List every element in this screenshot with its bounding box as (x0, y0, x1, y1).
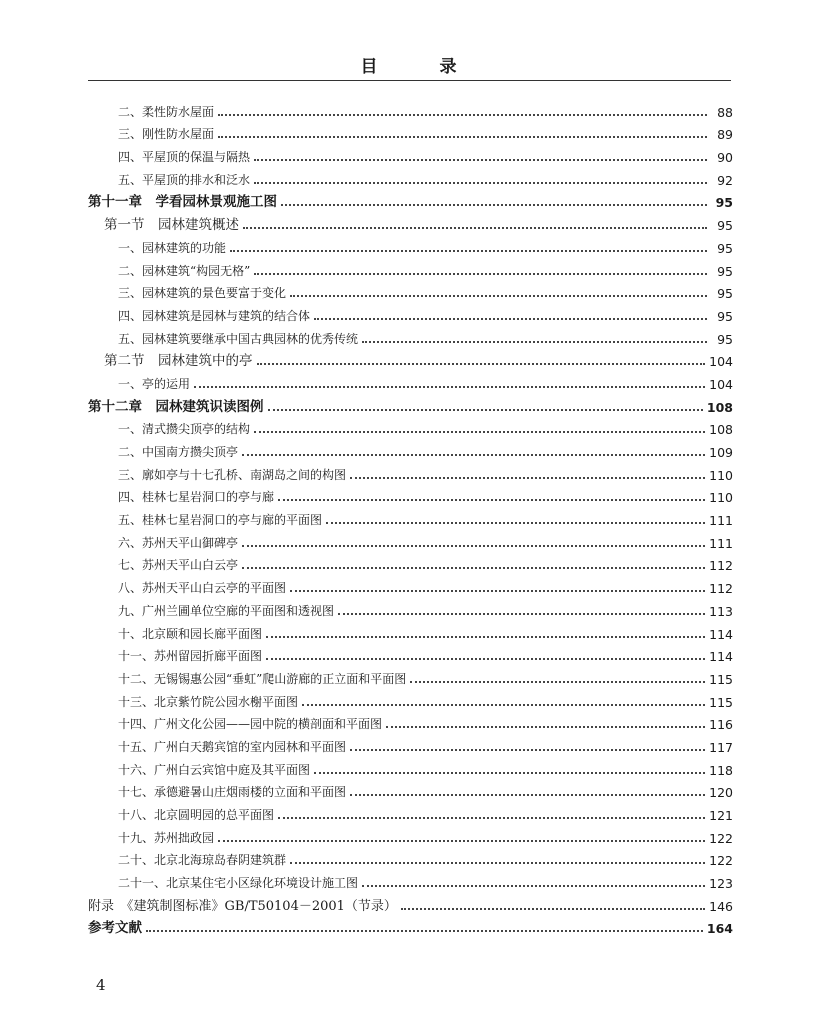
toc-entry-page: 115 (709, 694, 733, 710)
dot-leader (266, 658, 705, 660)
toc-entry-item[interactable] (88, 437, 733, 460)
toc-entry-item[interactable] (88, 233, 733, 256)
toc-entry-page: 117 (709, 739, 733, 755)
toc-entry-title: 五、园林建筑要继承中国古典园林的优秀传统 (118, 331, 359, 346)
dot-leader (254, 182, 707, 184)
toc-entry-title: 十四、广州文化公园——园中院的横剖面和平面图 (118, 717, 383, 732)
toc-entry-title: 第十二章 园林建筑识读图例 (88, 398, 264, 415)
toc-entry-chapter[interactable] (88, 392, 733, 415)
toc-entry-page: 113 (709, 603, 733, 619)
toc-entry-title: 三、园林建筑的景色要富于变化 (118, 286, 287, 301)
toc-entry-item[interactable] (88, 301, 733, 324)
toc-entry-title: 二十、北京北海琼岛春阴建筑群 (118, 853, 287, 868)
toc-entry-title: 一、亭的运用 (118, 376, 191, 391)
toc-entry-page: 90 (717, 150, 733, 166)
dot-leader (401, 908, 705, 910)
toc-entry-title: 附录 《建筑制图标准》GB/T50104－2001（节录） (88, 898, 397, 914)
toc-entry-title: 八、苏州天平山白云亭的平面图 (118, 581, 287, 596)
toc-entry-page: 88 (717, 104, 733, 120)
dot-leader (362, 341, 707, 343)
toc-entry-page: 114 (709, 626, 733, 642)
toc-entry-title: 一、清式攒尖顶亭的结构 (118, 422, 251, 437)
header-rule (88, 80, 731, 81)
table-of-contents (88, 97, 733, 936)
toc-entry-page: 110 (709, 467, 733, 483)
dot-leader (290, 590, 705, 592)
toc-entry-title: 十七、承德避暑山庄烟雨楼的立面和平面图 (118, 785, 347, 800)
dot-leader (410, 681, 705, 683)
toc-entry-section[interactable] (88, 347, 733, 370)
toc-entry-title: 第二节 园林建筑中的亭 (104, 353, 253, 370)
toc-entry-page: 111 (709, 535, 733, 551)
toc-entry-item[interactable] (88, 664, 733, 687)
toc-entry-title: 十八、北京圆明园的总平面图 (118, 808, 275, 822)
toc-entry-item[interactable] (88, 551, 733, 574)
toc-entry-item[interactable] (88, 120, 733, 143)
toc-entry-title: 三、廓如亭与十七孔桥、南湖岛之间的构图 (118, 467, 347, 482)
toc-entry-page: 95 (717, 286, 733, 302)
toc-entry-title: 四、园林建筑是园林与建筑的结合体 (118, 308, 311, 323)
dot-leader (326, 522, 705, 524)
toc-entry-item[interactable] (88, 642, 733, 665)
toc-entry-title: 十九、苏州拙政园 (118, 830, 215, 845)
dot-leader (242, 454, 705, 456)
toc-entry-title: 二、中国南方攒尖顶亭 (118, 445, 239, 459)
dot-leader (362, 885, 705, 887)
toc-entry-item[interactable] (88, 415, 733, 438)
toc-entry-page: 109 (709, 445, 733, 460)
toc-entry-item[interactable] (88, 778, 733, 801)
toc-entry-page: 95 (717, 331, 733, 347)
toc-entry-title: 七、苏州天平山白云亭 (118, 558, 239, 573)
dot-leader (290, 862, 705, 864)
toc-entry-chapter[interactable] (88, 188, 733, 211)
toc-entry-title: 第一节 园林建筑概述 (104, 217, 239, 234)
toc-entry-item[interactable] (88, 868, 733, 891)
toc-entry-page: 95 (717, 308, 733, 324)
dot-leader (254, 431, 705, 433)
toc-entry-title: 九、广州兰圃单位空廊的平面图和透视图 (118, 603, 335, 618)
toc-entry-title: 二十一、北京某住宅小区绿化环境设计施工图 (118, 876, 359, 891)
dot-leader (254, 159, 707, 161)
toc-entry-item[interactable] (88, 687, 733, 710)
toc-entry-page: 104 (709, 354, 733, 370)
toc-entry-item[interactable] (88, 528, 733, 551)
toc-entry-item[interactable] (88, 460, 733, 483)
toc-entry-title: 五、桂林七星岩洞口的亭与廊的平面图 (118, 513, 323, 528)
toc-entry-page: 108 (706, 399, 733, 415)
toc-entry-page: 122 (709, 830, 733, 846)
toc-entry-item[interactable] (88, 596, 733, 619)
toc-entry-page: 146 (709, 898, 733, 914)
toc-entry-item[interactable] (88, 732, 733, 755)
toc-entry-item[interactable] (88, 619, 733, 642)
toc-entry-page: 123 (709, 876, 733, 892)
dot-leader (350, 794, 705, 796)
dot-leader (314, 318, 707, 320)
toc-entry-page: 92 (717, 172, 733, 188)
toc-entry-page: 116 (709, 717, 733, 733)
toc-entry-page: 164 (706, 921, 733, 937)
toc-entry-item[interactable] (88, 369, 733, 392)
toc-entry-title: 一、园林建筑的功能 (118, 240, 227, 255)
toc-entry-item[interactable] (88, 823, 733, 846)
dot-leader (218, 840, 705, 842)
dot-leader (302, 704, 705, 706)
toc-entry-page: 111 (709, 513, 733, 529)
dot-leader (266, 636, 705, 638)
dot-leader (350, 749, 705, 751)
dot-leader (218, 114, 707, 116)
toc-entry-item[interactable] (88, 256, 733, 279)
toc-entry-item[interactable] (88, 800, 733, 823)
toc-entry-title: 十五、广州白天鹅宾馆的室内园林和平面图 (118, 739, 347, 754)
toc-entry-title: 十六、广州白云宾馆中庭及其平面图 (118, 762, 311, 777)
dot-leader (230, 250, 707, 252)
toc-entry-page: 112 (709, 581, 733, 597)
toc-entry-item[interactable] (88, 279, 733, 302)
dot-leader (194, 386, 705, 388)
toc-entry-title: 五、平屋顶的排水和泛水 (118, 172, 251, 187)
toc-entry-page: 95 (715, 195, 733, 211)
toc-entry-title: 二、园林建筑“构园无格” (118, 263, 251, 278)
toc-entry-item[interactable] (88, 755, 733, 778)
toc-entry-item[interactable] (88, 97, 733, 120)
toc-entry-section[interactable] (88, 210, 733, 233)
dot-leader (146, 930, 703, 932)
dot-leader (278, 817, 705, 819)
dot-leader (257, 363, 706, 365)
toc-entry-page: 95 (717, 240, 733, 256)
dot-leader (218, 136, 707, 138)
toc-entry-chapter[interactable] (88, 914, 733, 937)
toc-entry-title: 三、刚性防水屋面 (118, 127, 215, 142)
dot-leader (242, 567, 705, 569)
toc-entry-appendix[interactable] (88, 891, 733, 914)
toc-entry-page: 114 (709, 649, 733, 665)
toc-entry-page: 122 (709, 853, 733, 869)
dot-leader (314, 772, 705, 774)
dot-leader (386, 726, 705, 728)
toc-entry-page: 120 (709, 785, 733, 801)
dot-leader (278, 499, 705, 501)
toc-entry-item[interactable] (88, 710, 733, 733)
toc-entry-page: 115 (709, 671, 733, 687)
toc-entry-item[interactable] (88, 483, 733, 506)
dot-leader (254, 273, 707, 275)
toc-entry-item[interactable] (88, 142, 733, 165)
page-title: 目 录 (360, 57, 485, 77)
dot-leader (338, 613, 705, 615)
toc-entry-title: 参考文献 (88, 920, 142, 937)
toc-entry-page: 110 (709, 490, 733, 506)
toc-entry-item[interactable] (88, 846, 733, 869)
toc-entry-title: 十二、无锡锡惠公园“垂虹”爬山游廊的正立面和平面图 (118, 671, 407, 686)
toc-entry-item[interactable] (88, 505, 733, 528)
toc-entry-item[interactable] (88, 573, 733, 596)
toc-entry-page: 95 (717, 218, 733, 234)
toc-entry-page: 104 (709, 376, 733, 392)
toc-entry-item[interactable] (88, 324, 733, 347)
toc-entry-title: 十一、苏州留园折廊平面图 (118, 649, 263, 664)
toc-entry-title: 四、桂林七星岩洞口的亭与廊 (118, 490, 275, 505)
dot-leader (281, 204, 707, 206)
toc-entry-title: 二、柔性防水屋面 (118, 104, 215, 119)
toc-entry-page: 112 (709, 558, 733, 574)
dot-leader (290, 295, 707, 297)
toc-entry-title: 十、北京颐和园长廊平面图 (118, 626, 263, 641)
toc-entry-page: 121 (709, 808, 733, 823)
toc-entry-title: 六、苏州天平山御碑亭 (118, 535, 239, 550)
dot-leader (242, 545, 705, 547)
toc-entry-page: 118 (709, 762, 733, 778)
toc-entry-item[interactable] (88, 165, 733, 188)
dot-leader (350, 477, 705, 479)
toc-entry-page: 89 (717, 127, 733, 143)
toc-entry-page: 108 (709, 422, 733, 438)
toc-entry-title: 第十一章 学看园林景观施工图 (88, 194, 277, 211)
dot-leader (243, 227, 707, 229)
toc-entry-title: 十三、北京紫竹院公园水榭平面图 (118, 694, 299, 709)
toc-entry-title: 四、平屋顶的保温与隔热 (118, 150, 251, 165)
page-number: 4 (96, 976, 106, 994)
dot-leader (268, 409, 703, 411)
toc-entry-page: 95 (717, 263, 733, 279)
